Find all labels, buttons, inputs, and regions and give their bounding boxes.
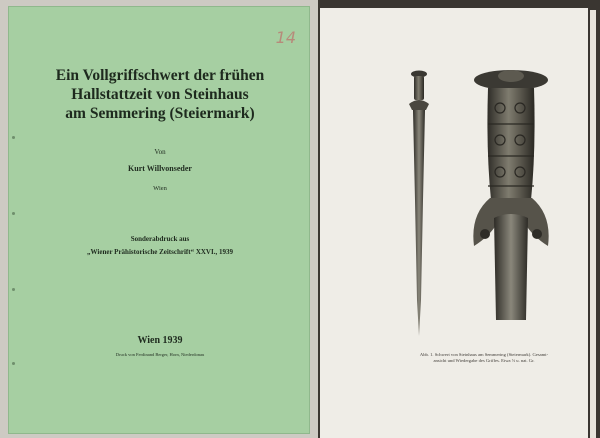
caption-line-2: ansicht und Wiedergabe des Griffes. Etwa ⅓ u. nat. Gr. [433,358,535,363]
sword-full-view [409,71,429,337]
offprint-line: Sonderabdruck aus [130,235,190,243]
author-name: Kurt Willvonseder [128,164,192,173]
title-line-2: Hallstattzeit von Steinhaus [71,86,249,103]
author-city: Wien [153,185,167,192]
title-line-1: Ein Vollgriffschwert der frühen [55,67,265,84]
handwritten-number: 14 [275,28,296,47]
hilt-pommel-knob [498,70,524,82]
title-line-3: am Semmering (Steiermark) [65,105,255,122]
hilt-rivet-right [532,229,542,239]
hilt-closeup [473,70,548,320]
hilt-grip [487,88,534,200]
sword-blade [413,110,425,336]
hilt-blade-section [494,214,528,320]
sword-guard [409,100,429,110]
plate-caption [386,352,582,364]
printer-line: Druck von Ferdinand Berger, Horn, Niederdonau [115,352,205,357]
von-label: Von [154,148,166,156]
journal-line: „Wiener Prähistorische Zeitschrift“ XXVI., 1939 [87,248,233,256]
place-year: Wien 1939 [137,335,183,346]
caption-line-1: Abb. 1. Schwert von Steinhaus am Semmering (Steiermark). Gesamt- [419,352,549,357]
hilt-rivet-left [480,229,490,239]
sword-grip [414,76,424,100]
